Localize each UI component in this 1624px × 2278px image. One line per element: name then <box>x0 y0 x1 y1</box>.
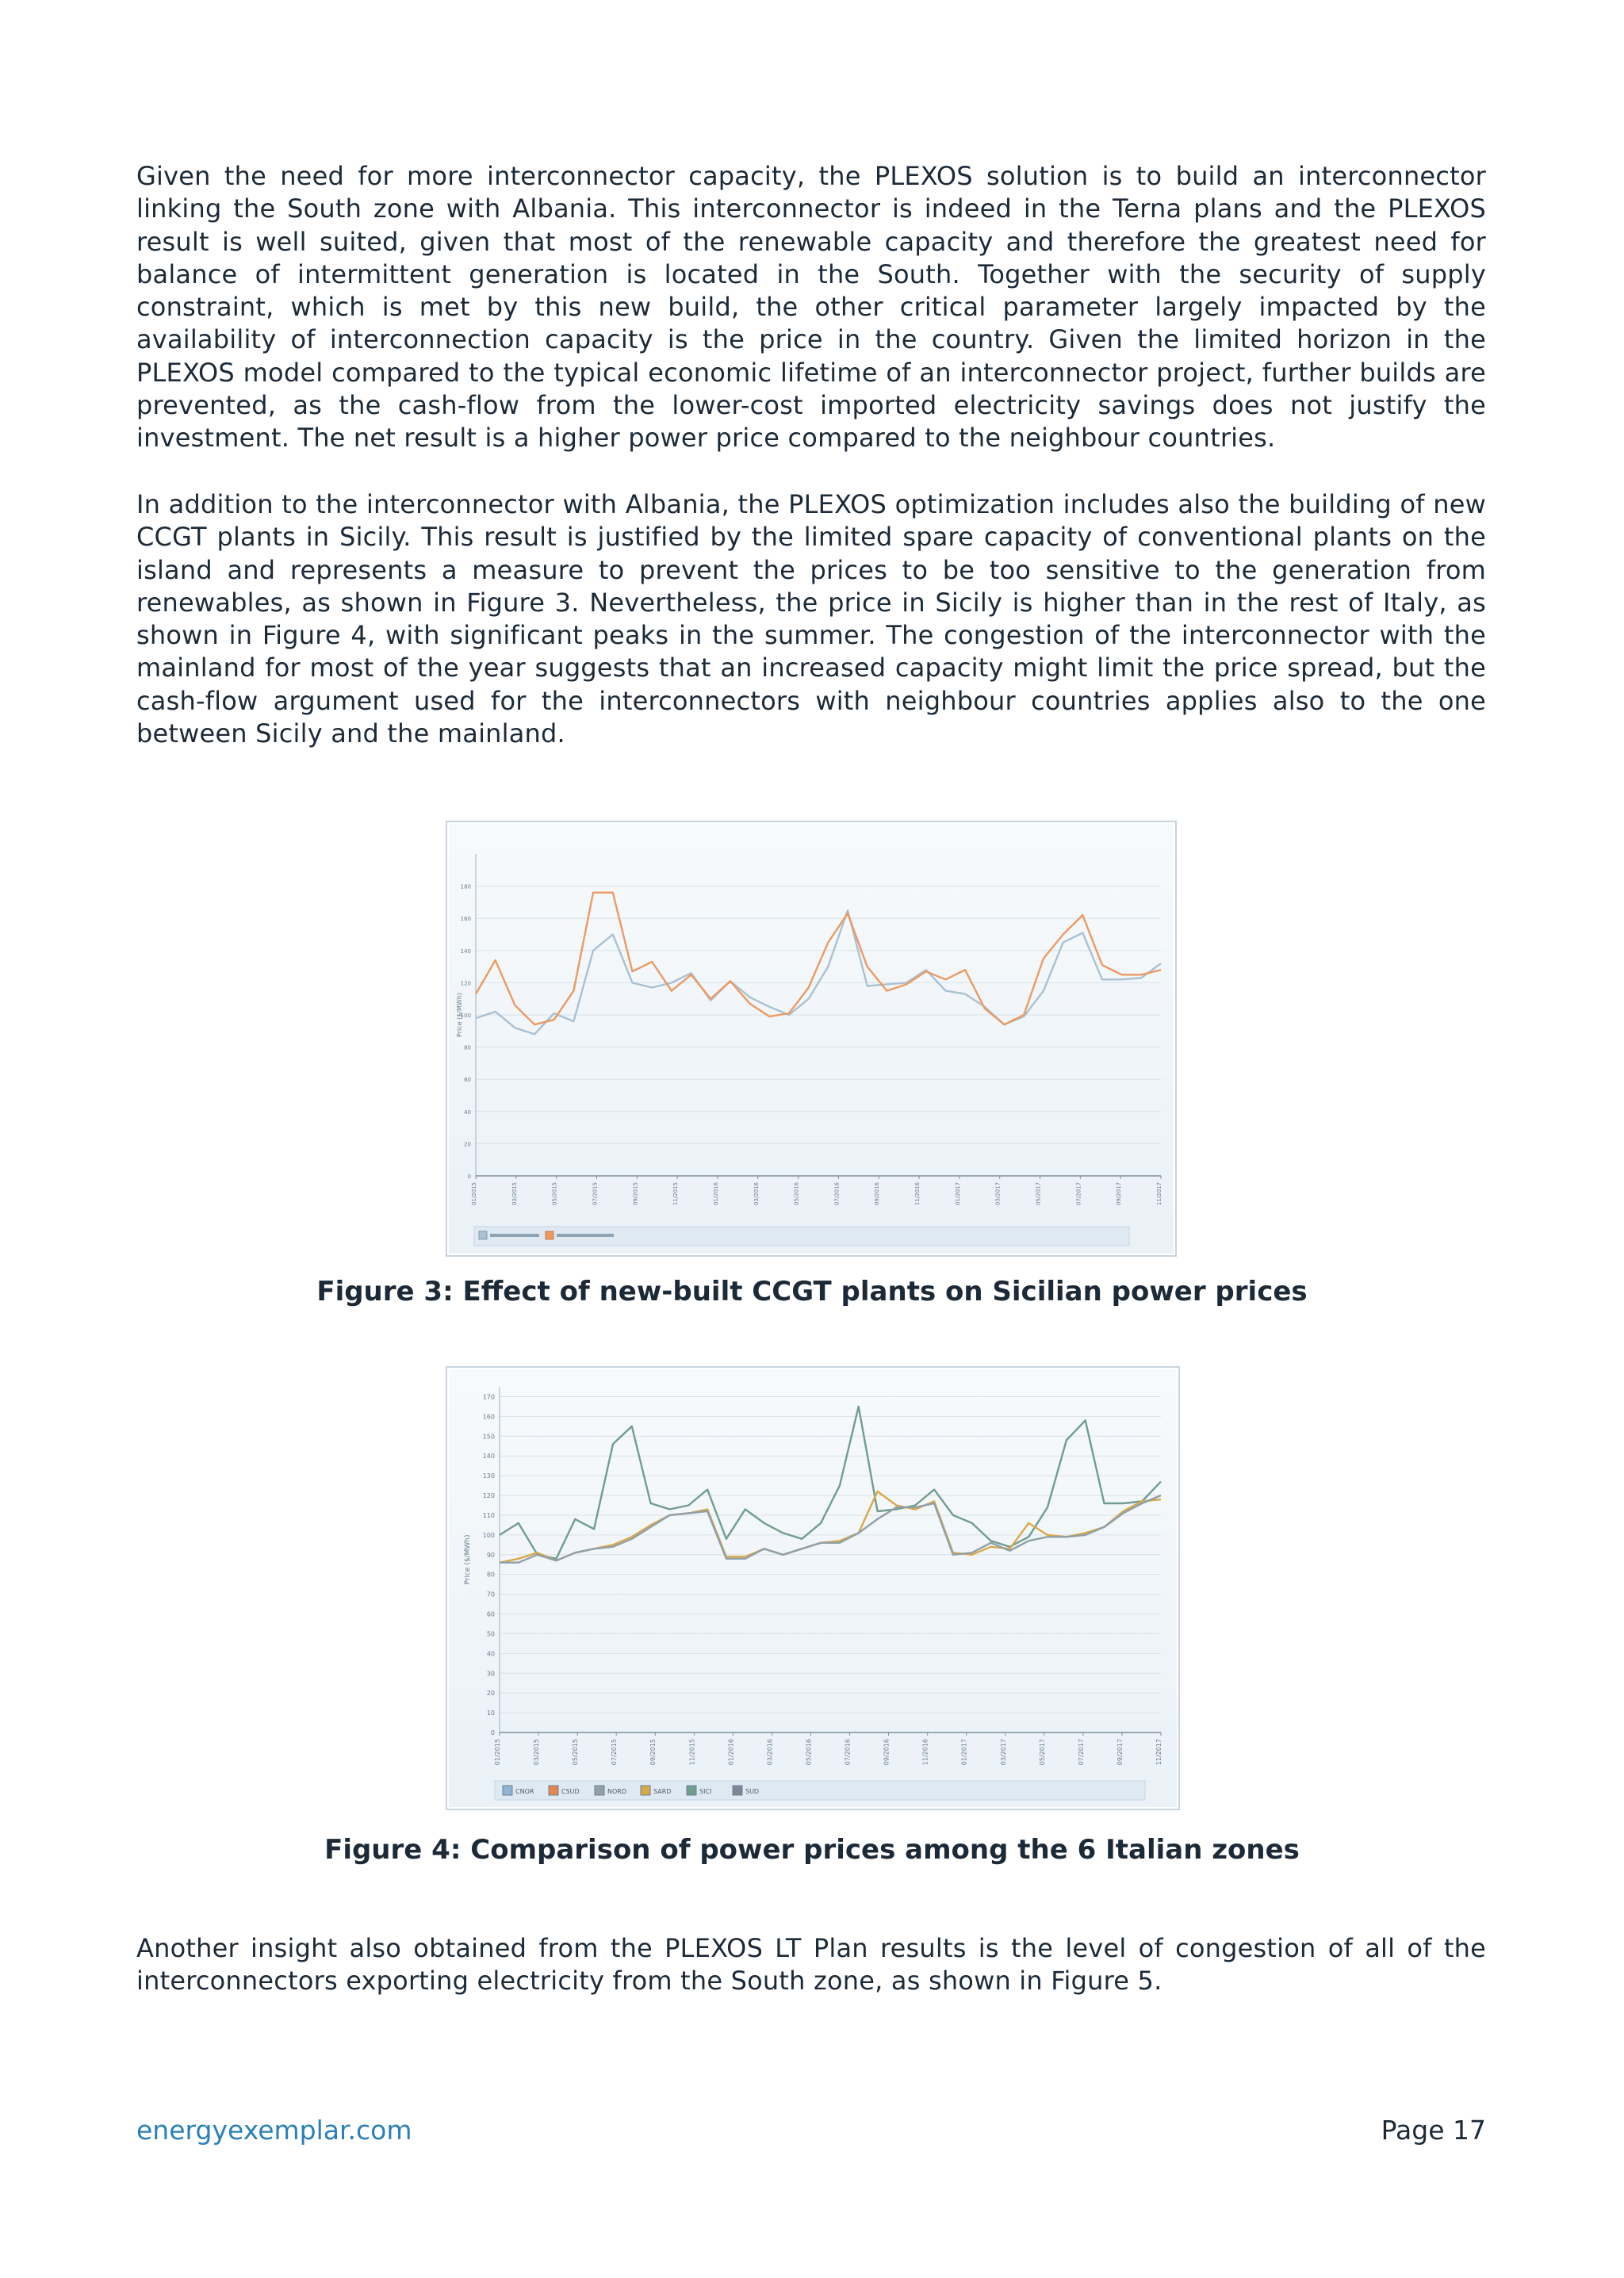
x-tick-label: 11/2016 <box>921 1739 929 1766</box>
y-tick-label: 180 <box>460 883 471 890</box>
legend-line-series-1 <box>490 1234 539 1237</box>
y-tick-label: 170 <box>482 1393 495 1401</box>
x-tick-label: 07/2017 <box>1075 1182 1082 1206</box>
y-tick-label: 160 <box>482 1413 495 1421</box>
y-tick-label: 40 <box>486 1650 495 1658</box>
x-tick-label: 11/2015 <box>688 1739 696 1766</box>
footer-page-number: Page 17 <box>1381 2115 1486 2146</box>
x-tick-label: 05/2016 <box>805 1739 813 1766</box>
y-tick-label: 120 <box>460 980 471 987</box>
x-tick-label: 11/2015 <box>672 1182 680 1206</box>
x-tick-label: 09/2017 <box>1116 1182 1123 1206</box>
x-tick-label: 07/2016 <box>833 1182 841 1206</box>
x-tick-label: 11/2017 <box>1155 1739 1162 1766</box>
legend-label-sici: SICI <box>699 1788 712 1795</box>
y-tick-label: 110 <box>482 1511 495 1519</box>
x-tick-label: 09/2016 <box>883 1739 891 1766</box>
legend-label-nord: NORD <box>607 1788 626 1795</box>
x-tick-label: 01/2016 <box>727 1739 735 1766</box>
y-tick-label: 70 <box>486 1591 495 1598</box>
x-tick-label: 09/2015 <box>649 1739 657 1766</box>
y-tick-label: 80 <box>464 1044 471 1051</box>
legend-label-csud: CSUD <box>561 1788 580 1795</box>
legend-swatch-sud <box>733 1786 742 1795</box>
y-tick-label: 90 <box>486 1551 495 1559</box>
x-tick-label: 07/2016 <box>844 1739 852 1766</box>
x-tick-label: 05/2016 <box>793 1182 800 1206</box>
y-tick-label: 140 <box>482 1453 495 1461</box>
x-tick-label: 11/2017 <box>1156 1182 1162 1206</box>
figure-3-svg <box>447 822 1175 1255</box>
x-tick-label: 01/2017 <box>960 1739 968 1766</box>
x-tick-label: 09/2017 <box>1116 1739 1124 1766</box>
x-tick-label: 11/2016 <box>914 1182 921 1206</box>
x-tick-label: 03/2016 <box>753 1182 760 1206</box>
y-tick-label: 40 <box>464 1108 471 1116</box>
legend-swatch-series-1 <box>479 1231 487 1239</box>
figure-4-legend-box <box>495 1781 1145 1800</box>
x-tick-label: 03/2016 <box>766 1739 774 1766</box>
y-tick-label: 20 <box>464 1141 471 1148</box>
y-tick-label: 20 <box>486 1690 495 1698</box>
x-tick-label: 03/2017 <box>994 1182 1002 1206</box>
paragraph-congestion-insight: Another insight also obtained from the PLEXOS LT Plan results is the level of congestion of all of the interconnectors exporting electricity from the South zone, as shown in Figure 5. <box>136 1933 1486 1997</box>
y-tick-label: 60 <box>486 1610 495 1618</box>
x-tick-label: 01/2015 <box>494 1739 501 1766</box>
y-axis-label: Price ($/MWh) <box>456 993 463 1037</box>
x-tick-label: 05/2015 <box>551 1182 558 1206</box>
x-tick-label: 05/2015 <box>572 1739 580 1766</box>
y-tick-label: 100 <box>460 1013 471 1019</box>
y-tick-label: 0 <box>467 1173 471 1180</box>
y-tick-label: 60 <box>464 1077 471 1084</box>
legend-label-sud: SUD <box>745 1788 760 1795</box>
y-tick-label: 150 <box>482 1433 495 1441</box>
y-tick-label: 140 <box>460 948 471 955</box>
figure-3-chart <box>446 821 1177 1257</box>
legend-swatch-nord <box>595 1786 604 1795</box>
y-axis-label: Price ($/MWh) <box>464 1534 472 1585</box>
x-tick-label: 01/2016 <box>712 1182 719 1206</box>
y-tick-label: 50 <box>486 1630 495 1638</box>
x-tick-label: 09/2015 <box>632 1182 639 1206</box>
y-tick-label: 100 <box>482 1531 495 1539</box>
footer-website-link[interactable]: energyexemplar.com <box>136 2115 412 2146</box>
x-tick-label: 07/2017 <box>1077 1739 1085 1766</box>
legend-swatch-series-2 <box>546 1231 553 1239</box>
legend-swatch-cnor <box>503 1786 512 1795</box>
figure-3-caption: Figure 3: Effect of new-built CCGT plants on Sicilian power prices <box>316 1276 1308 1307</box>
legend-line-series-2 <box>557 1234 614 1237</box>
x-tick-label: 05/2017 <box>1035 1182 1042 1206</box>
x-tick-label: 07/2015 <box>592 1182 599 1206</box>
x-tick-label: 01/2017 <box>954 1182 961 1206</box>
legend-label-cnor: CNOR <box>515 1788 534 1795</box>
figure-4-svg <box>447 1368 1178 1809</box>
figure-4-caption: Figure 4: Comparison of power prices among the 6 Italian zones <box>324 1834 1300 1866</box>
y-tick-label: 120 <box>482 1492 495 1500</box>
x-tick-label: 03/2015 <box>533 1739 541 1766</box>
legend-swatch-sici <box>687 1786 696 1795</box>
y-tick-label: 0 <box>490 1729 495 1736</box>
x-tick-label: 03/2015 <box>511 1182 518 1206</box>
y-tick-label: 130 <box>482 1472 495 1480</box>
x-tick-label: 03/2017 <box>999 1739 1007 1766</box>
y-tick-label: 10 <box>486 1709 495 1717</box>
y-tick-label: 160 <box>460 916 471 923</box>
paragraph-ccgt-sicily: In addition to the interconnector with Albania, the PLEXOS optimization includes also the building of new CCGT plants in Sicily. This result is justified by the limited spare capacity of conventional plants on the island and represents a measure to prevent the prices to be too sensitive to the generation from renewables, as shown in Figure 3. Nevertheless, the price in Sicily is higher than in the rest of Italy, as shown in Figure 4, with significant peaks in the summer. The congestion of the interconnector with the mainland for most of the year suggests that an increased capacity might limit the price spread, but the cash-flow argument used for the interconnectors with neighbour countries applies also to the one between Sicily and the mainland. <box>136 489 1486 749</box>
figure-4-chart <box>446 1366 1180 1810</box>
legend-label-sard: SARD <box>653 1788 672 1795</box>
x-tick-label: 09/2016 <box>874 1182 881 1206</box>
x-tick-label: 07/2015 <box>611 1739 619 1766</box>
paragraph-interconnector-albania: Given the need for more interconnector capacity, the PLEXOS solution is to build an interconnector linking the South zone with Albania. This interconnector is indeed in the Terna plans and the PLEXOS result is well suited, given that most of the renewable capacity and therefore the greatest need for balance of intermittent generation is located in the South. Together with the security of supply constraint, which is met by this new build, the other critical parameter largely impacted by the availability of interconnection capacity is the price in the country. Given the limited horizon in the PLEXOS model compared to the typical economic lifetime of an interconnector project, further builds are prevented, as the cash-flow from the lower-cost imported electricity savings does not justify the investment. The net result is a higher power price compared to the neighbour countries. <box>136 161 1486 454</box>
legend-swatch-csud <box>549 1786 558 1795</box>
x-tick-label: 01/2015 <box>471 1182 477 1206</box>
y-tick-label: 80 <box>486 1571 495 1579</box>
legend-swatch-sard <box>641 1786 650 1795</box>
x-tick-label: 05/2017 <box>1038 1739 1046 1766</box>
y-tick-label: 30 <box>486 1670 495 1678</box>
